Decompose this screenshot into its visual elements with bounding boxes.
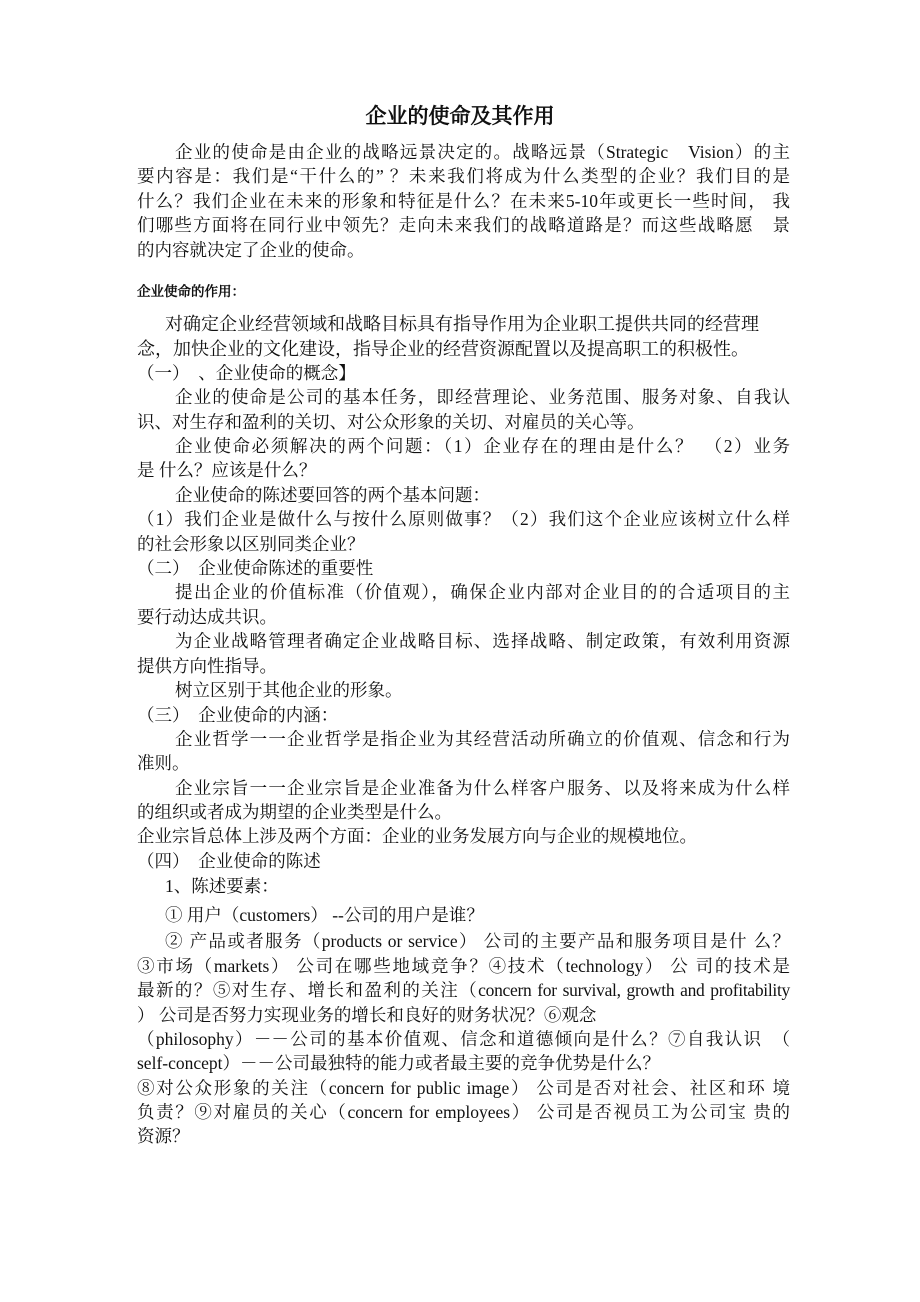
list-item: 最新的？⑤对生存、增长和盈利的关注（concern for survival, growth and profitability xyxy=(137,980,790,1000)
list-item: 资源？ xyxy=(137,1126,190,1146)
paragraph-line: 念，加快企业的文化建设，指导企业的经营资源配置以及提高职工的积极性。 xyxy=(137,339,749,359)
paragraph-line: 企业的使命是由企业的战略远景决定的。战略远景（Strategic Vision）的主 xyxy=(175,142,790,162)
paragraph-line: 树立区别于其他企业的形象。 xyxy=(175,680,403,700)
paragraph-line: 们哪些方面将在同行业中领先？走向未来我们的战略道路是？而这些战略愿 景 xyxy=(137,215,790,235)
list-item: ② 产品或者服务（products or service） 公司的主要产品和服务项目是什 么？ xyxy=(165,931,790,951)
list-item: 负责？⑨对雇员的关心（concern for employees） 公司是否视员工为公司宝 贵的 xyxy=(137,1102,790,1122)
paragraph-line: 要内容是：我们是“干什么的” ？未来我们将成为什么类型的企业？我们目的是 xyxy=(137,166,790,186)
list-item: ① 用户（customers） --公司的用户是谁？ xyxy=(165,905,484,925)
paragraph-line: 是 什么？应该是什么？ xyxy=(137,460,317,480)
document-title: 企业的使命及其作用 xyxy=(365,104,555,128)
section-line: （一） 、企业使命的概念】 xyxy=(137,363,356,383)
section-heading: 企业使命的作用： xyxy=(137,284,245,300)
paragraph-line: 企业的使命是公司的基本任务，即经营理论、业务范围、服务对象、自我认 xyxy=(175,387,790,407)
paragraph-line: 企业使命的陈述要回答的两个基本问题： xyxy=(175,485,490,505)
paragraph-line: 识、对生存和盈利的关切、对公众形象的关切、对雇员的关心等。 xyxy=(137,412,645,432)
paragraph-line: 对确定企业经营领域和战略目标具有指导作用为企业职工提供共同的经营理 xyxy=(165,314,759,334)
paragraph-line: 的社会形象以区别同类企业？ xyxy=(137,534,365,554)
paragraph-line: （1）我们企业是做什么与按什么原则做事？（2）我们这个企业应该树立什么样 xyxy=(137,509,790,529)
section-line: （二） 企业使命陈述的重要性 xyxy=(137,558,374,578)
list-item: ⑧对公众形象的关注（concern for public image） 公司是否对社会、社区和环 境 xyxy=(137,1078,790,1098)
paragraph-line: 提供方向性指导。 xyxy=(137,656,277,676)
paragraph-line: 的内容就决定了企业的使命。 xyxy=(137,240,365,260)
paragraph-line: 企业哲学一一企业哲学是指企业为其经营活动所确立的价值观、信念和行为 xyxy=(175,729,790,749)
paragraph-line: 准则。 xyxy=(137,753,190,773)
paragraph-line: 的组织或者成为期望的企业类型是什么。 xyxy=(137,802,452,822)
paragraph-line: 要行动达成共识。 xyxy=(137,607,277,627)
list-item: ③市场（markets） 公司在哪些地域竞争？④技术（technology） 公 司的技术是 xyxy=(137,956,790,976)
paragraph-line: 1、陈述要素： xyxy=(165,876,279,896)
list-item: self-concept）－－公司最独特的能力或者最主要的竞争优势是什么？ xyxy=(137,1053,661,1073)
paragraph-line: 为企业战略管理者确定企业战略目标、选择战略、制定政策，有效利用资源 xyxy=(175,631,790,651)
paragraph-line: 什么？我们企业在未来的形象和特征是什么？在未来5-10年或更长一些时间， 我 xyxy=(137,191,790,211)
paragraph-line: 提出企业的价值标准（价值观），确保企业内部对企业目的的合适项目的主 xyxy=(175,582,790,602)
section-line: （三） 企业使命的内涵： xyxy=(137,705,339,725)
paragraph-line: 企业宗旨总体上涉及两个方面：企业的业务发展方向与企业的规模地位。 xyxy=(137,826,697,846)
paragraph-line: 企业使命必须解决的两个问题：（1）企业存在的理由是什么？ （2）业务 xyxy=(175,436,790,456)
section-line: （四） 企业使命的陈述 xyxy=(137,851,321,871)
paragraph-line: 企业宗旨一一企业宗旨是企业准备为什么样客户服务、以及将来成为什么样 xyxy=(175,778,790,798)
list-item: ） 公司是否努力实现业务的增长和良好的财务状况？⑥观念 xyxy=(137,1005,597,1025)
list-item: （philosophy）－－公司的基本价值观、信念和道德倾向是什么？⑦自我认识 （ xyxy=(137,1029,790,1049)
